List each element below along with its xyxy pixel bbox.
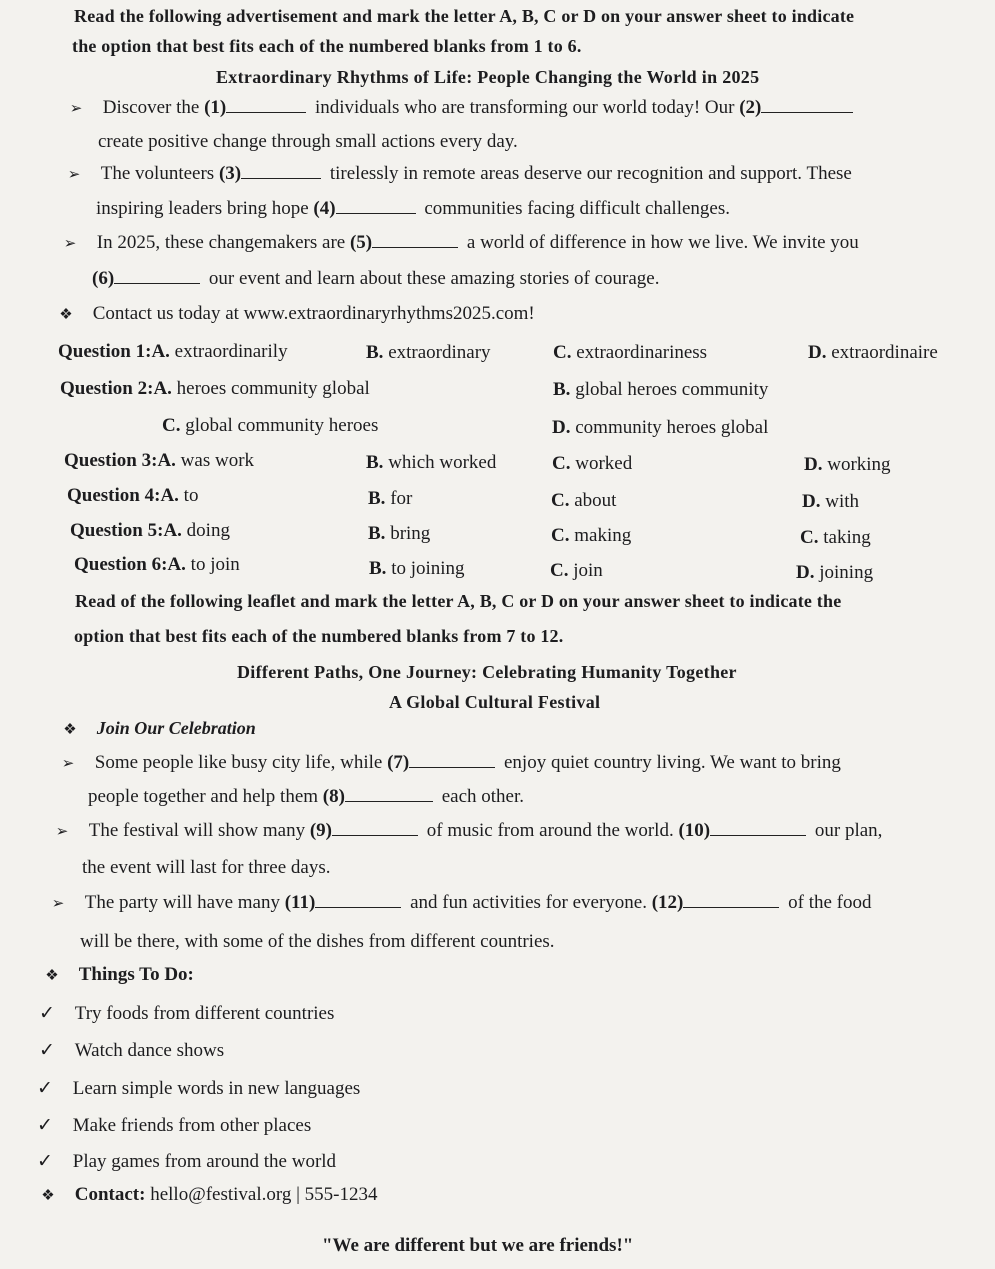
question-5-option-b[interactable]: B. bring (368, 523, 431, 544)
blank-8 (345, 800, 433, 802)
things-item-4: ✓ Make friends from other places (37, 1115, 312, 1136)
blank-1 (226, 111, 306, 113)
diamond-bullet-icon: ❖ (45, 968, 59, 984)
blank-10 (710, 834, 806, 836)
question-2-option-b[interactable]: B. global heroes community (553, 379, 769, 400)
part2-bullet-2-line1: ➢ The festival will show many (9) of music from around the world. (10) our plan, (55, 820, 883, 841)
blank-3 (241, 177, 321, 179)
question-6-option-d[interactable]: D. joining (796, 562, 874, 583)
question-2-label: Question 2:A. heroes community global (60, 378, 370, 399)
question-3-label: Question 3:A. was work (64, 450, 255, 471)
part2-bullet-3-line1: ➢ The party will have many (11) and fun activities for everyone. (12) of the food (51, 892, 872, 913)
question-1-option-c[interactable]: C. extraordinariness (553, 342, 708, 363)
question-3-option-d[interactable]: D. working (804, 454, 891, 475)
question-4-label: Question 4:A. to (67, 485, 199, 506)
part2-instruction-line1: Read of the following leaflet and mark the letter A, B, C or D on your answer sheet to indicate the (75, 591, 842, 611)
question-4-option-c[interactable]: C. about (551, 490, 617, 511)
things-item-1: ✓ Try foods from different countries (39, 1003, 335, 1024)
question-3-option-b[interactable]: B. which worked (366, 452, 497, 473)
part1-bullet-2-line2: inspiring leaders bring hope (4) communities facing difficult challenges. (96, 198, 730, 219)
part1-instruction-line1: Read the following advertisement and mark the letter A, B, C or D on your answer sheet to indicate (74, 6, 855, 26)
part2-subtitle: A Global Cultural Festival (389, 692, 601, 712)
blank-9 (332, 834, 418, 836)
check-icon: ✓ (39, 1003, 55, 1024)
arrow-icon: ➢ (67, 167, 81, 183)
things-heading: ❖ Things To Do: (45, 964, 194, 985)
question-6-option-b[interactable]: B. to joining (369, 558, 465, 579)
question-3-option-c[interactable]: C. worked (552, 453, 633, 474)
question-5-option-d[interactable]: C. taking (800, 527, 871, 548)
part1-bullet-1-line2: create positive change through small actions every day. (98, 131, 518, 152)
question-6-option-c[interactable]: C. join (550, 560, 603, 581)
things-item-5: ✓ Play games from around the world (37, 1151, 337, 1172)
question-5-label: Question 5:A. doing (70, 520, 230, 541)
check-icon: ✓ (39, 1040, 55, 1061)
part2-bullet-2-line2: the event will last for three days. (82, 857, 331, 878)
question-6-label: Question 6:A. to join (74, 554, 240, 575)
check-icon: ✓ (37, 1151, 53, 1172)
question-2-option-c[interactable]: C. global community heroes (162, 415, 379, 436)
arrow-icon: ➢ (51, 896, 65, 912)
blank-7 (409, 766, 495, 768)
part1-contact: ❖ Contact us today at www.extraordinaryrhythms2025.com! (59, 303, 535, 324)
blank-4 (336, 212, 416, 214)
blank-6 (114, 282, 200, 284)
part1-title: Extraordinary Rhythms of Life: People Changing the World in 2025 (216, 67, 760, 87)
part2-contact: ❖ Contact: hello@festival.org | 555-1234 (41, 1184, 378, 1205)
join-heading: ❖ Join Our Celebration (63, 718, 256, 738)
question-4-option-d[interactable]: D. with (802, 491, 860, 512)
arrow-icon: ➢ (61, 756, 75, 772)
question-4-option-b[interactable]: B. for (368, 488, 413, 509)
part2-bullet-3-line2: will be there, with some of the dishes from different countries. (80, 931, 555, 952)
things-item-2: ✓ Watch dance shows (39, 1040, 225, 1061)
part2-bullet-1-line1: ➢ Some people like busy city life, while (7) enjoy quiet country living. We want to bring (61, 752, 841, 773)
question-5-option-c[interactable]: C. making (551, 525, 632, 546)
arrow-icon: ➢ (55, 824, 69, 840)
diamond-bullet-icon: ❖ (63, 722, 77, 738)
blank-5 (372, 246, 458, 248)
check-icon: ✓ (37, 1115, 53, 1136)
part2-bullet-1-line2: people together and help them (8) each other. (88, 786, 524, 807)
question-1-option-b[interactable]: B. extraordinary (366, 342, 491, 363)
diamond-bullet-icon: ❖ (59, 307, 73, 323)
blank-2 (761, 111, 853, 113)
slogan: "We are different but we are friends!" (322, 1235, 634, 1256)
things-item-3: ✓ Learn simple words in new languages (37, 1078, 361, 1099)
arrow-icon: ➢ (63, 236, 77, 252)
part1-bullet-3-line1: ➢ In 2025, these changemakers are (5) a world of difference in how we live. We invite you (63, 232, 859, 253)
question-1-option-d[interactable]: D. extraordinaire (808, 342, 938, 363)
part1-bullet-2-line1: ➢ The volunteers (3) tirelessly in remote areas deserve our recognition and support. These (67, 163, 852, 184)
question-2-option-d[interactable]: D. community heroes global (552, 417, 769, 438)
part1-bullet-3-line2: (6) our event and learn about these amazing stories of courage. (92, 268, 660, 289)
blank-11 (315, 906, 401, 908)
blank-12 (683, 906, 779, 908)
diamond-bullet-icon: ❖ (41, 1188, 55, 1204)
part2-instruction-line2: option that best fits each of the numbered blanks from 7 to 12. (74, 626, 564, 646)
part2-title: Different Paths, One Journey: Celebrating Humanity Together (237, 662, 737, 682)
question-1-label: Question 1:A. extraordinarily (58, 341, 288, 362)
part1-instruction-line2: the option that best fits each of the numbered blanks from 1 to 6. (72, 36, 582, 56)
check-icon: ✓ (37, 1078, 53, 1099)
part1-bullet-1-line1: ➢ Discover the (1) individuals who are transforming our world today! Our (2) (68, 97, 857, 119)
arrow-icon: ➢ (69, 101, 83, 117)
